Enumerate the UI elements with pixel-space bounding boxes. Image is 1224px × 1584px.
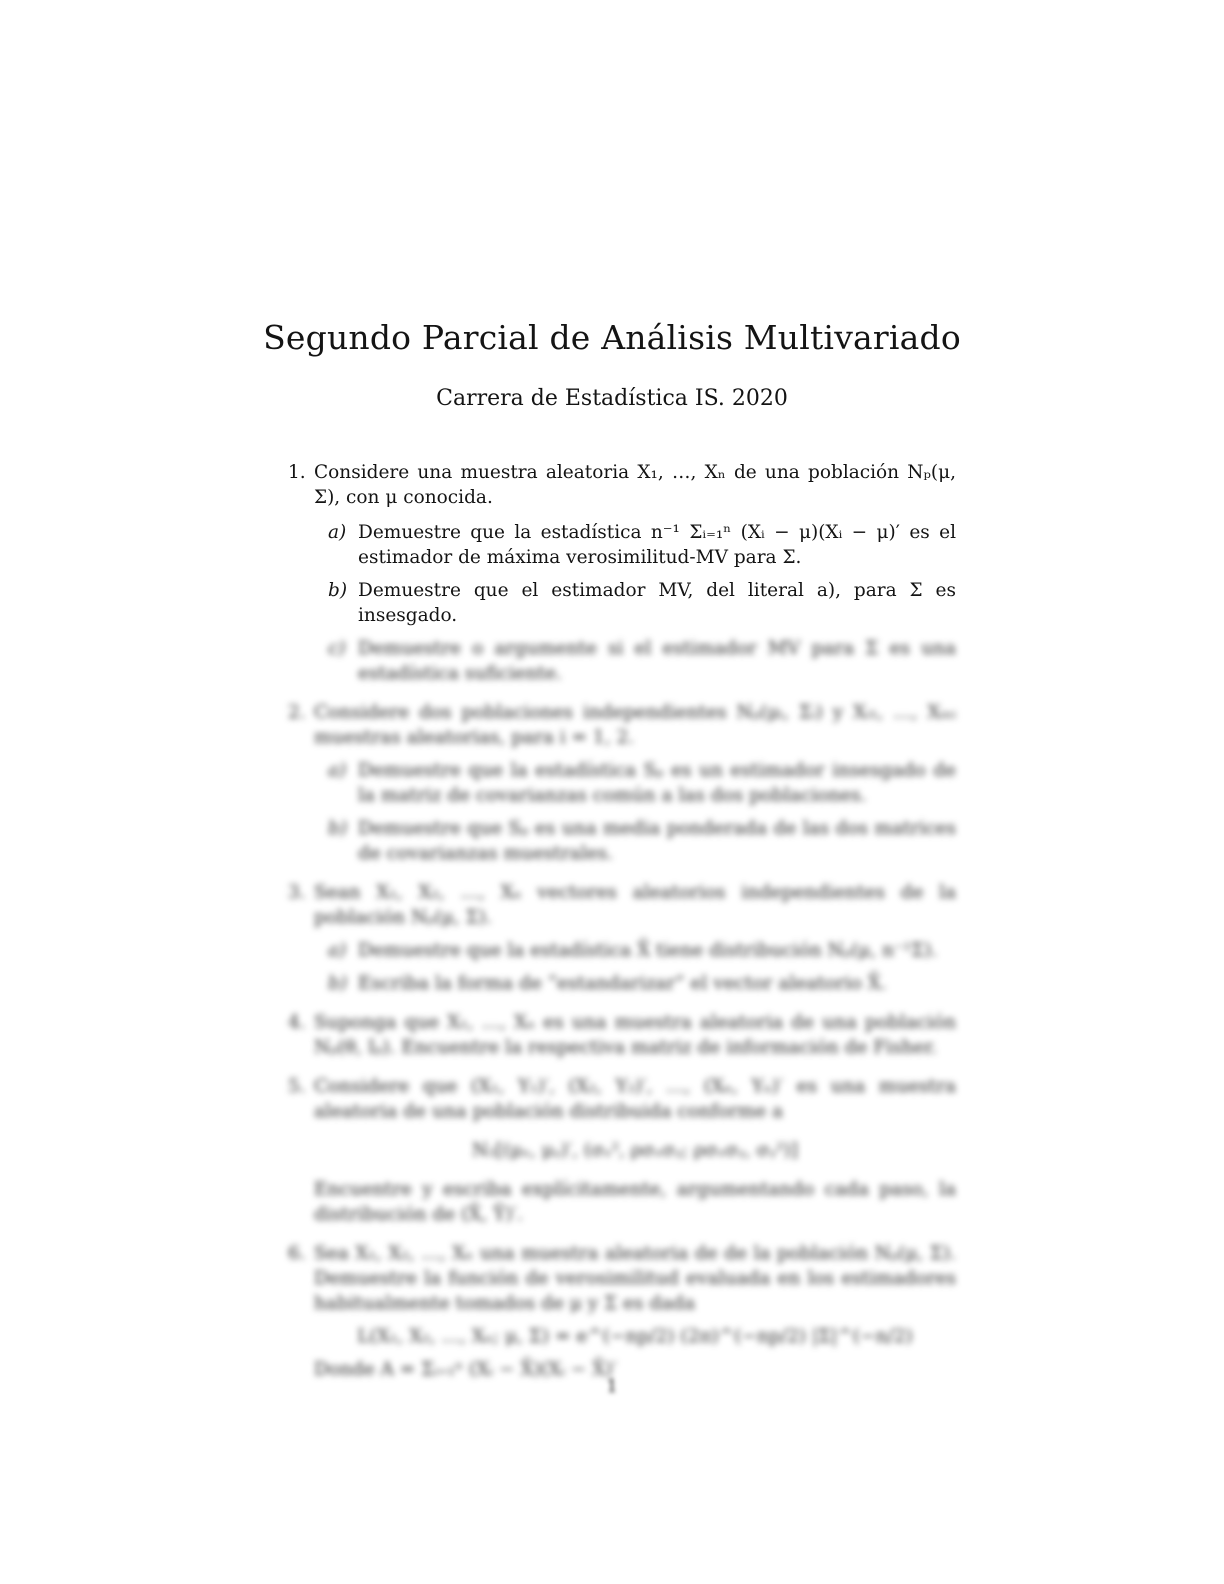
- part-label: b): [328, 580, 348, 601]
- question-number: 6.: [288, 1243, 306, 1264]
- question-number: 4.: [288, 1012, 306, 1033]
- question-1: [288, 460, 956, 686]
- question-list: [288, 460, 956, 1382]
- question-number: 5.: [288, 1076, 306, 1097]
- page-number: 1: [606, 1376, 618, 1397]
- part-text: Escriba la forma de “estandarizar” el vector aleatorio X̄.: [358, 973, 887, 994]
- question-3: [288, 880, 956, 996]
- question-text: Considere una muestra aleatoria X₁, …, Xₙ de una población Nₚ(μ, Σ), con μ conocida.: [314, 462, 956, 508]
- question-number: 1.: [288, 462, 306, 483]
- question-4: [288, 1010, 956, 1060]
- equation: L(X₁, X₂, …, Xₙ; μ, Σ) = e^(−np/2) (2π)^(−np/2) |Σ|^(−n/2): [357, 1326, 913, 1347]
- part-label: b): [328, 973, 348, 994]
- question-text: Sean X₁, X₂, …, Xₙ vectores aleatorios independientes de la población Nₚ(μ, Σ).: [314, 882, 956, 928]
- part-text: Demuestre que la estadística X̄ tiene distribución Nₚ(μ, n⁻¹Σ).: [358, 940, 938, 961]
- part-text: Demuestre que el estimador MV, del literal a), para Σ es insesgado.: [358, 580, 956, 626]
- question-text: Considere dos poblaciones independientes Nₚ(μᵢ, Σᵢ) y Xᵢ₁, …, Xᵢₙᵢ muestras aleatorias, para i = 1, 2.: [314, 702, 956, 748]
- part-text: Demuestre o argumente si el estimador MV para Σ es una estadística suficiente.: [358, 638, 956, 684]
- question-6: [288, 1241, 956, 1382]
- part-label: a): [328, 522, 347, 543]
- page-subtitle: Carrera de Estadística IS. 2020: [436, 386, 788, 411]
- part-label: a): [328, 940, 347, 961]
- question-text-after: Encuentre y escriba explícitamente, argumentando cada paso, la distribución de (X̄, Ȳ)′.: [314, 1179, 956, 1225]
- equation: N₂[(μₓ, μᵧ)′, (σₓ², ρσₓσᵧ; ρσₓσᵧ, σᵧ²)]: [472, 1140, 798, 1161]
- part-text: Demuestre que la estadística n⁻¹ Σᵢ₌₁ⁿ (Xᵢ − μ)(Xᵢ − μ)′ es el estimador de máxima verosimilitud-MV para Σ.: [358, 522, 956, 568]
- part-text: Demuestre que Sₚ es una media ponderada de las dos matrices de covarianzas muestrales.: [358, 818, 956, 864]
- question-text: Sea X₁, X₂, …, Xₙ una muestra aleatoria de de la población Nₚ(μ, Σ). Demuestre la función de verosimilitud evaluada en los estimadores habitualmente tomados de μ y Σ es dada: [314, 1243, 956, 1314]
- question-text-after: Donde A = Σᵢ₌₁ⁿ (Xᵢ − X̄)(Xᵢ − X̄)′: [314, 1359, 617, 1380]
- question-number: 3.: [288, 882, 306, 903]
- page-title: Segundo Parcial de Análisis Multivariado: [263, 318, 961, 357]
- question-text: Considere que (X₁, Y₁)′, (X₂, Y₂)′, …, (Xₙ, Yₙ)′ es una muestra aleatoria de una población distribuida conforme a: [314, 1076, 956, 1122]
- question-5: [288, 1074, 956, 1227]
- part-text: Demuestre que la estadística Sₚ es un estimador insesgado de la matriz de covarianzas común a las dos poblaciones.: [358, 760, 956, 806]
- part-label: c): [328, 638, 346, 659]
- question-2: [288, 700, 956, 866]
- question-number: 2.: [288, 702, 306, 723]
- part-label: a): [328, 760, 347, 781]
- part-label: b): [328, 818, 348, 839]
- question-text: Suponga que X₁, …, Xₙ es una muestra aleatoria de una población Nₚ(θ, Iₚ). Encuentre la respectiva matriz de información de Fisher.: [314, 1012, 956, 1058]
